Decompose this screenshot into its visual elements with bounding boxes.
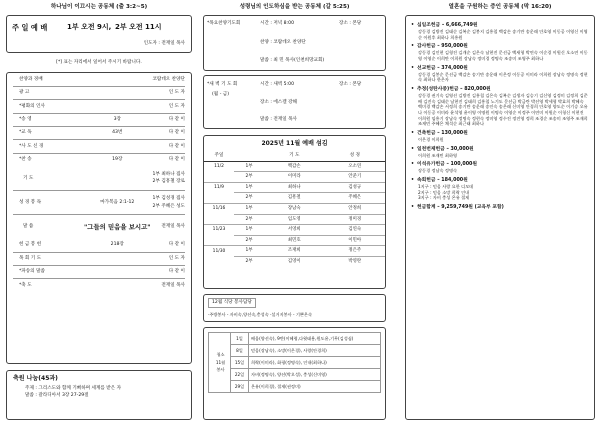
dawn-prayer-box bbox=[203, 75, 386, 129]
offering-donors: 강동경 김봉순 문선금 백감손 송기만 송운래 이은정 이동공 이미라 이희원 장남숙 정명숙 정현숙 최하나 한은자 bbox=[418, 71, 588, 83]
roster-date bbox=[204, 193, 234, 204]
roster-row bbox=[204, 203, 385, 214]
roster-part: 1부 bbox=[234, 182, 264, 193]
column-title: 성령님의 인도하심을 받는 공동체 (갈 5:25) bbox=[239, 4, 350, 10]
service-time-1: 1부 오전 9시, bbox=[67, 23, 112, 31]
bullet-icon: • bbox=[411, 177, 415, 183]
roster-reading: 김성규 bbox=[325, 182, 386, 193]
roster-prayer: 백감손 bbox=[264, 161, 325, 172]
row-label: *사 도 신 경 bbox=[19, 143, 44, 149]
bullet-icon: • bbox=[411, 204, 415, 210]
offering-section bbox=[411, 87, 589, 127]
meeting-time: 시간 : 저녁 8:00 bbox=[260, 21, 294, 26]
row-detail bbox=[83, 279, 152, 292]
worship-row bbox=[13, 239, 185, 252]
meeting-name: *새 벽 기 도 회 bbox=[207, 82, 238, 87]
cleaning-row bbox=[209, 333, 381, 345]
standing-notice: [*] 표는 자리에서 일어서 주시기 바랍니다. bbox=[56, 60, 142, 65]
offering-donors: 장동경 정남숙 정명숙 bbox=[418, 168, 458, 174]
bullet-icon: • bbox=[411, 44, 415, 50]
row-leader: 다 같 이 bbox=[168, 242, 185, 248]
cleaning-date: 8일 bbox=[231, 345, 249, 357]
schedule-column bbox=[203, 0, 386, 424]
roster-row bbox=[204, 246, 385, 257]
row-leader: 다 같 이 bbox=[168, 157, 185, 163]
row-detail bbox=[83, 266, 152, 279]
offering-name: 추정(성탄사중)헌금 – 820,000원 bbox=[417, 86, 491, 92]
offering-section bbox=[411, 178, 589, 201]
roster-header: 기 도 bbox=[264, 151, 325, 162]
cleaning-groups: 온유(이희경), 절제(권정미) bbox=[249, 381, 381, 393]
cleaning-row bbox=[209, 369, 381, 381]
roster-row bbox=[204, 193, 385, 204]
roster-header: 성 경 bbox=[325, 151, 386, 162]
roster-prayer: 이미라 bbox=[264, 172, 325, 183]
meeting-name: *목요찬양기도회 bbox=[207, 21, 241, 26]
roster-prayer: 조재희 bbox=[264, 246, 325, 257]
row-label: *파송의 말씀 bbox=[19, 269, 45, 275]
row-label: 말 씀 bbox=[23, 224, 34, 230]
roster-part: 1부 bbox=[234, 161, 264, 172]
row-label: *찬 송 bbox=[19, 157, 32, 163]
offering-name: 선교헌금 – 374,000원 bbox=[417, 65, 468, 71]
roster-reading: 이민아 bbox=[325, 235, 386, 246]
offering-name: 일천번제헌금 – 30,000원 bbox=[417, 146, 474, 152]
cell-study-scripture: 말씀 : 갈라디아서 3장 27-29절 bbox=[25, 393, 89, 399]
roster-reading: 안준기 bbox=[325, 172, 386, 183]
cleaning-row bbox=[209, 381, 381, 393]
cleaning-date: 15일 bbox=[231, 357, 249, 369]
row-label: 성 경 봉 독 bbox=[19, 199, 42, 205]
offering-section bbox=[411, 205, 589, 211]
offering-donors: 이은경 이희원 bbox=[418, 136, 444, 142]
worship-row bbox=[13, 279, 185, 292]
reading-line-1: 1부 김성경 집사 bbox=[152, 195, 185, 201]
row-detail bbox=[83, 140, 152, 153]
service-name: 주 일 예 배 bbox=[12, 23, 48, 32]
service-box bbox=[6, 15, 192, 53]
offering-section bbox=[411, 131, 589, 143]
row-label: *교 독 bbox=[19, 130, 32, 136]
roster-date: 11/16 bbox=[204, 203, 234, 214]
row-detail: 43번 bbox=[112, 130, 123, 136]
bullet-icon: • bbox=[411, 131, 415, 136]
offering-donors: 강동경 김인현 김형진 김개순 김은숙 남현진 문선금 백새형 박연숙 이순경 이원신 오소연 이동영 이영순 이희만 이희원 장남숙 정미경 정명숙 조송미 조영주 최하나 bbox=[418, 50, 588, 61]
row-detail bbox=[83, 73, 152, 86]
worship-row bbox=[13, 86, 185, 99]
roster-date bbox=[204, 256, 234, 267]
worship-column bbox=[6, 0, 192, 424]
sermon-row bbox=[13, 215, 185, 239]
offering-name: 이석유가헌금 – 100,000원 bbox=[417, 162, 478, 168]
roster-row bbox=[204, 214, 385, 225]
worship-table bbox=[13, 73, 185, 292]
order-of-worship bbox=[6, 72, 192, 364]
offering-donors: 강동경 권기숙 김영선 김방진 김흥철 김은숙 김복순 김생자 김승기 김신영 김정미 김정희 김준배 김진숙 김태순 남현진 김태희 김흥철 노기도 문선금 박금란 박선영 박세형 박효희 박혜숙 백미경 백감손 서정희 송기만 송운래 송인숙 송은래 신미영 안경희 안호영 양도순 이기승 오유나 이동공 이미라 윤석영 윤이영 이명원 이명숙 이영순 이정주 이연미 이원순 이청신 이현진 이희원 임흥기 장남숙 정명숙 정현숙 정미영 정수진 정진영 정희 조경순 조송미 조영주 조재희 조재민 주혜은 채석순 최근태 최하나 bbox=[418, 92, 588, 127]
row-detail: 3장 bbox=[113, 117, 121, 122]
roster-part: 2부 bbox=[234, 235, 264, 246]
roster-date: 11/30 bbox=[204, 246, 234, 257]
offering-section bbox=[411, 147, 589, 159]
row-label: 광 고 bbox=[19, 90, 30, 96]
cell-study-title: 축원 나눔(45과) bbox=[13, 375, 58, 382]
row-leader: 다 같 이 bbox=[168, 130, 185, 136]
meeting-praise: 찬양 : 코람데오 찬양단 bbox=[260, 40, 306, 45]
service-roster-box bbox=[203, 135, 386, 289]
worship-row bbox=[13, 252, 185, 265]
cleaning-table bbox=[208, 332, 381, 393]
roster-row bbox=[204, 225, 385, 236]
offering-name: 건축헌금 – 130,000원 bbox=[417, 131, 468, 136]
roster-part: 1부 bbox=[234, 246, 264, 257]
roster-reading: 정은주 bbox=[325, 246, 386, 257]
meeting-topic: 장소 : 에스겔 강해 bbox=[260, 100, 297, 105]
cleaning-row bbox=[209, 357, 381, 369]
worship-row bbox=[13, 266, 185, 279]
column-title: 열혼을 구원하는 증인 공동체 (막 16:20) bbox=[448, 4, 552, 10]
row-leader: 다 같 이 bbox=[168, 143, 185, 149]
row-leader: 코람데오 찬양단 bbox=[152, 76, 185, 82]
worship-row bbox=[13, 153, 185, 166]
meeting-place: 장소 : 본당 bbox=[339, 82, 362, 87]
roster-reading: 박영란 bbox=[325, 256, 386, 267]
offering-column bbox=[405, 0, 595, 424]
row-leader: 전재일 목사 bbox=[161, 282, 185, 288]
meeting-place: 장소 : 본당 bbox=[339, 21, 362, 26]
roster-row bbox=[204, 172, 385, 183]
row-label: *축 도 bbox=[19, 282, 32, 288]
cleaning-date: 1일 bbox=[231, 333, 249, 345]
row-detail bbox=[83, 86, 152, 99]
cleaning-label: 청소 bbox=[216, 352, 225, 358]
row-detail: 19장 bbox=[112, 157, 123, 163]
roster-reading: 주혜은 bbox=[325, 193, 386, 204]
cleaning-duty-box bbox=[203, 327, 386, 420]
cell-study-box bbox=[6, 370, 192, 420]
meeting-time: 시간 : 새벽 5:00 bbox=[260, 82, 294, 87]
reading-row bbox=[13, 191, 185, 215]
worship-row bbox=[13, 113, 185, 126]
roster-header: 주일 bbox=[204, 151, 234, 162]
prayer-line-1: 1부 최하나 집사 bbox=[152, 171, 185, 177]
row-leader: 다 같 이 bbox=[168, 269, 185, 275]
roster-reading: 정미경 bbox=[325, 214, 386, 225]
row-leader: 인 도 자 bbox=[168, 90, 185, 96]
roster-part: 2부 bbox=[234, 214, 264, 225]
offering-name: 십일조헌금 – 6,666,749원 bbox=[417, 23, 478, 28]
roster-date bbox=[204, 214, 234, 225]
roster-prayer: 서영희 bbox=[264, 225, 325, 236]
offering-donors: 이희원 조재민 최하영 bbox=[418, 152, 458, 158]
cleaning-label-2: 봉사 bbox=[216, 367, 225, 373]
roster-date bbox=[204, 172, 234, 183]
kitchen-duty-title: 12월 식당 봉사담당 bbox=[208, 298, 256, 308]
offering-list bbox=[405, 15, 595, 420]
row-label: 헌 금 봉 헌 bbox=[19, 242, 42, 248]
cleaning-month: 11월 bbox=[215, 359, 226, 365]
meeting-speaker: 말씀 : 최 민 목사(인천희망교회) bbox=[260, 58, 325, 63]
bullet-icon: • bbox=[411, 162, 415, 168]
cell-study-topic: 주제 : 그리스도와 함께 기뻐하며 세계를 받은 자 bbox=[25, 385, 122, 391]
roster-date bbox=[204, 235, 234, 246]
meeting-speaker: 말씀 : 전재일 목사 bbox=[260, 117, 297, 122]
reading-line-2: 2부 주혜은 성도 bbox=[152, 203, 185, 209]
kitchen-duty-text: ·주방봉사 - 자비속,양선속,충성속 ·설거지봉사 - 기쁜온속 bbox=[208, 312, 312, 317]
roster-part: 1부 bbox=[234, 203, 264, 214]
cleaning-groups: 희락(이미라), 화평(정명숙), 인내(최하나) bbox=[249, 357, 381, 369]
thursday-prayer-box bbox=[203, 15, 386, 71]
roster-title: 2025년 11월 예배 섬김 bbox=[261, 140, 328, 147]
roster-row bbox=[204, 235, 385, 246]
roster-row bbox=[204, 161, 385, 172]
row-label: *평화의 인사 bbox=[19, 103, 45, 109]
roster-row bbox=[204, 182, 385, 193]
row-label: 기 도 bbox=[23, 175, 34, 181]
column-title: 하나님이 이끄시는 공동체 (출 3:2~5) bbox=[50, 4, 148, 10]
worship-row bbox=[13, 127, 185, 140]
roster-date: 11/2 bbox=[204, 161, 234, 172]
cleaning-row bbox=[209, 345, 381, 357]
offering-name: 감사헌금 – 950,000원 bbox=[417, 44, 468, 50]
bullet-icon: • bbox=[411, 65, 415, 71]
offering-section bbox=[411, 44, 589, 61]
row-label: *송 영 bbox=[19, 117, 32, 122]
roster-reading: 안정희 bbox=[325, 203, 386, 214]
bullet-icon: • bbox=[411, 86, 415, 92]
roster-reading: 김연숙 bbox=[325, 225, 386, 236]
roster-part: 2부 bbox=[234, 256, 264, 267]
roster-prayer: 김흥철 bbox=[264, 193, 325, 204]
cleaning-groups: 믿음(장남숙), 소망(이은경), 사랑(안경희) bbox=[249, 345, 381, 357]
roster-header bbox=[234, 151, 264, 162]
roster-row bbox=[204, 256, 385, 267]
row-leader: 인 도 자 bbox=[168, 103, 185, 109]
roster-table bbox=[204, 151, 385, 268]
kitchen-duty-box bbox=[203, 294, 386, 322]
bullet-icon: • bbox=[411, 146, 415, 152]
worship-row bbox=[13, 73, 185, 86]
cleaning-month-cell bbox=[209, 333, 231, 393]
sermon-preacher: 전재일 목사 bbox=[161, 224, 185, 230]
offering-name: 속회헌금 – 184,000원 bbox=[417, 177, 468, 183]
prayer-line-2: 2부 김흥철 장로 bbox=[152, 179, 185, 185]
cleaning-groups: 자비(정명숙), 양선(박오성), 충성(신미영) bbox=[249, 369, 381, 381]
roster-prayer: 최하나 bbox=[264, 182, 325, 193]
offering-section bbox=[411, 162, 589, 174]
cleaning-groups: 배움(양선속), 9반(이혜령,다윗태용,원도윤,기무(김성심) bbox=[249, 333, 381, 345]
cleaning-date: 29일 bbox=[231, 381, 249, 393]
row-label: 찬양과 경배 bbox=[19, 76, 43, 82]
roster-part: 1부 bbox=[234, 225, 264, 236]
offering-donors: 1지구 : 믿음 사랑 요한 디모데 2지구 : 믿음 소망 희락 인내 3지구 : 자비 충성 온유 절제 bbox=[418, 183, 474, 201]
meeting-days: (월 - 금) bbox=[212, 92, 230, 97]
roster-date: 11/23 bbox=[204, 225, 234, 236]
offering-section bbox=[411, 23, 589, 40]
sermon-title: "그들의 믿음을 보시고" bbox=[83, 222, 151, 231]
row-detail bbox=[83, 100, 152, 113]
service-leader: 인도자 : 전재일 목사 bbox=[143, 41, 185, 46]
row-detail: 218장 bbox=[110, 242, 124, 248]
reading-ref: 마가복음 2:1-12 bbox=[100, 199, 135, 205]
roster-part: 2부 bbox=[234, 193, 264, 204]
cleaning-date: 22일 bbox=[231, 369, 249, 381]
row-label: 목 회 기 도 bbox=[19, 255, 42, 261]
roster-reading: 오소연 bbox=[325, 161, 386, 172]
worship-row bbox=[13, 140, 185, 153]
offering-name: 헌금합계 – 9,259,749원 (교육부 포함) bbox=[417, 204, 504, 210]
row-detail bbox=[83, 252, 152, 265]
bullet-icon: • bbox=[411, 23, 415, 28]
roster-prayer: 임도영 bbox=[264, 214, 325, 225]
prayer-row bbox=[13, 167, 185, 191]
roster-prayer: 장남숙 bbox=[264, 203, 325, 214]
offering-donors: 강동경 김방진 김태순 김복순 김봉지 김흥철 백감손 송기만 송운래 안호영 이동공 이영신 이영순 이원후 최하나 희흥원 bbox=[418, 28, 588, 40]
roster-prayer: 최민호 bbox=[264, 235, 325, 246]
offering-section bbox=[411, 66, 589, 83]
worship-row bbox=[13, 100, 185, 113]
roster-part: 2부 bbox=[234, 172, 264, 183]
roster-prayer: 김영이 bbox=[264, 256, 325, 267]
roster-date: 11/9 bbox=[204, 182, 234, 193]
service-time-2: 2부 오전 11시 bbox=[115, 23, 162, 31]
row-leader: 인 도 자 bbox=[168, 255, 185, 261]
row-leader: 다 같 이 bbox=[168, 117, 185, 122]
